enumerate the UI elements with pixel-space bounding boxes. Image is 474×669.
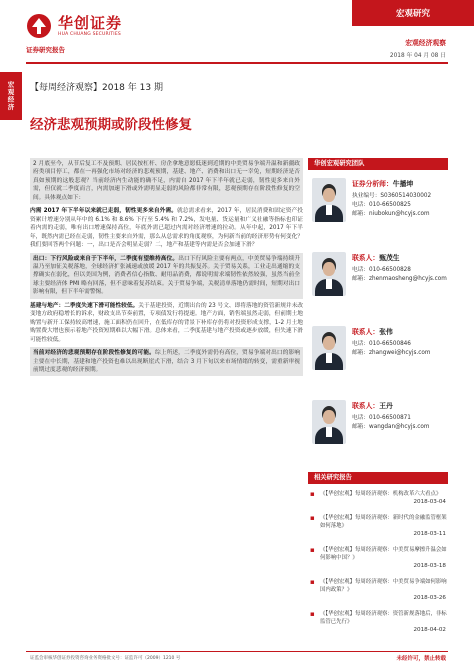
- related-report-date: 2018-03-04: [413, 499, 446, 505]
- bullet-icon: ▪: [310, 546, 315, 554]
- analyst-card: [308, 170, 448, 244]
- analyst-phone: 电话：010-66500871: [352, 415, 411, 421]
- report-label: 证券研究报告: [26, 46, 65, 54]
- category-tab: 宏观研究: [352, 0, 474, 26]
- related-report-date: 2018-03-18: [413, 563, 446, 569]
- bullet-icon: ▪: [310, 578, 315, 586]
- analyst-name: 联系人：甄茂生: [352, 254, 400, 262]
- related-report-date: 2018-04-02: [413, 627, 446, 633]
- report-date: 2018 年 04 月 08 日: [389, 53, 446, 59]
- body-paragraph: 出口：下行风险或来自于下半年，二季度有望维持高位。出口下行风险主要有两点，中美贸易争端持续升温乃至加征关税落地，全球经济扩张减速或放缓 2017 年的共振复苏。关于贸易关系，工业走出通缩的支撑确实在弱化，但以美国为例，消费者信心指数、耐用品消费，都说明需求端韧性依然较强，虽然当前全球主要经济体 PMI 略有回落，但不意味着复苏结束。关于贸易争端，关税清单落地仍需时间，短期对出口影响有限，但下半年需警惕。: [30, 253, 303, 299]
- analyst-card: [308, 244, 448, 318]
- analyst-name: 联系人：王丹: [352, 402, 393, 410]
- analyst-sidebar: [308, 158, 448, 642]
- report-body: [30, 158, 303, 379]
- related-report-date: 2018-03-26: [413, 595, 446, 601]
- series-title: 【每周经济观察】2018 年 13 期: [30, 83, 163, 93]
- analyst-photo: [312, 252, 346, 296]
- sub-category: 宏观经济观察: [405, 39, 446, 47]
- analyst-photo: [312, 178, 346, 222]
- analyst-name: 联系人：张伟: [352, 328, 393, 336]
- body-paragraph: 内需 2017 年下半年以来就已走弱，韧性更多来自外需。就总需求看来，2017 年，居民消费和固定资产投资累计增速分别从年中的 6.1% 和 8.6% 下行至 5.4% 和 7.2%，发电量、货运量和广义社融等指标也印证着内需的走弱，唯有出口增速保持高位，年底外需已超过内需对经济增速的拉动。从年中起，2017 年下半年，既然内需已经在走弱，韧性主要来自外需，那么从总需求的角度观察，为何新当前的经济形势有何变化？我们要回答两个问题：一，出口是否会明显走弱？二，地产和基建等内需是否会加速下滑？: [30, 208, 303, 249]
- company-logo-icon: [26, 13, 52, 39]
- analyst-license: 执业编号：S0360514030002: [352, 193, 432, 199]
- analyst-email[interactable]: 邮箱：zhangwei@hcyjs.com: [352, 350, 431, 356]
- footer-license: 证监会审核华创证券投资咨询业务资格批文号：证监许可（2009）1210 号: [30, 656, 181, 661]
- analyst-name: 证券分析师：牛播坤: [352, 180, 414, 188]
- related-report-link[interactable]: ▪ 《【华创宏观】每周经济观察：机构改革六大看点》: [310, 490, 442, 498]
- analyst-phone: 电话：010-66500846: [352, 341, 411, 347]
- analyst-phone: 电话：010-66500828: [352, 267, 411, 273]
- analyst-email[interactable]: 邮箱：wangdan@hcyjs.com: [352, 424, 430, 430]
- related-report-link[interactable]: ▪ 《【华创宏观】每周经济观察：中美贸易争端如何影响国内政策？》: [310, 578, 447, 593]
- analyst-card: [308, 318, 448, 392]
- analyst-email[interactable]: 邮箱：zhenmaosheng@hcyjs.com: [352, 276, 447, 282]
- related-reports-header: 相关研究报告: [308, 472, 448, 484]
- related-report-link[interactable]: ▪ 《【华创宏观】每周经济观察：新时代的金融监管框架如何落地》: [310, 514, 447, 529]
- side-category-label: 宏观经济: [0, 72, 22, 120]
- footer-notice: 未经许可，禁止转载: [396, 656, 446, 662]
- analyst-card: [308, 392, 448, 466]
- page-title: 经济悲观预期或阶段性修复: [30, 117, 192, 133]
- header-divider: [26, 62, 448, 64]
- bullet-icon: ▪: [310, 514, 315, 522]
- logo-english: HUA CHUANG SECURITIES: [58, 32, 121, 37]
- related-report-date: 2018-03-11: [413, 531, 446, 537]
- body-paragraph: 2 月底至今，从节后复工不及预期、居民按杠杆、房企拿地意愿低迷到近期的中美贸易争端升温和新疆政府类项目停工，都在一再强化市场对经济的悲观预期，基建、地产、消费和出口无一幸免，短期经济是否真如预期的这般悲观？当前经济内生动能的确不足，内需自 2017 年下半年就已走弱，韧性更多来自外需，但仅就二季度而言，内需加速下滑或外需明显走弱的风险都非常有限，悲观预期存在阶段性修复的空间。具体观点如下：: [30, 158, 303, 204]
- analyst-email[interactable]: 邮箱：niubokun@hcyjs.com: [352, 211, 430, 217]
- related-report-link[interactable]: ▪ 《【华创宏观】每周经济观察：资管新规落地后，非标监管已先行》: [310, 610, 447, 625]
- company-logo: [26, 10, 156, 56]
- bullet-icon: ▪: [310, 610, 315, 618]
- body-paragraph: 基建与地产：二季度失速下滑可能性较低。关于基建投资，近期出台的 23 号文、即将落地的资管新规并未改变地方政府稳增长的诉求，财政支出节奏前置，专项债发行将提速。地产方面，销售端虽然走弱，但前期土地购置与新开工保持较高增速，施工面积仍在回升，在低库存的背景下补库存仍将对投资形成支撑，1-2 月土地购置费大增也预示着地产投资短期难以大幅下滑。总体来看，二季度基建与地产投资或逐步放缓，但失速下滑可能性较低。: [30, 302, 304, 343]
- footer-divider: [26, 651, 448, 652]
- analyst-phone: 电话：010-66500825: [352, 202, 411, 208]
- team-header: 华创宏观研究团队: [308, 158, 448, 170]
- related-report-link[interactable]: ▪ 《【华创宏观】每周经济观察：中美贸易摩擦升温会如何影响中国？》: [310, 546, 447, 561]
- analyst-photo: [312, 400, 346, 444]
- body-paragraph: 当前对经济的悲观预期存在阶段性修复的可能。综上所述，二季度外需仍有高位，贸易争端对出口的影响主要在中长期，基建和地产投资也难以出现断崖式下滑，结合 3 月下旬以来市场情绪的转变，需重新审视前期过度悲观的经济预期。: [30, 347, 303, 376]
- logo-chinese: 华创证券: [58, 14, 123, 32]
- analyst-photo: [312, 326, 346, 370]
- bullet-icon: ▪: [310, 490, 315, 498]
